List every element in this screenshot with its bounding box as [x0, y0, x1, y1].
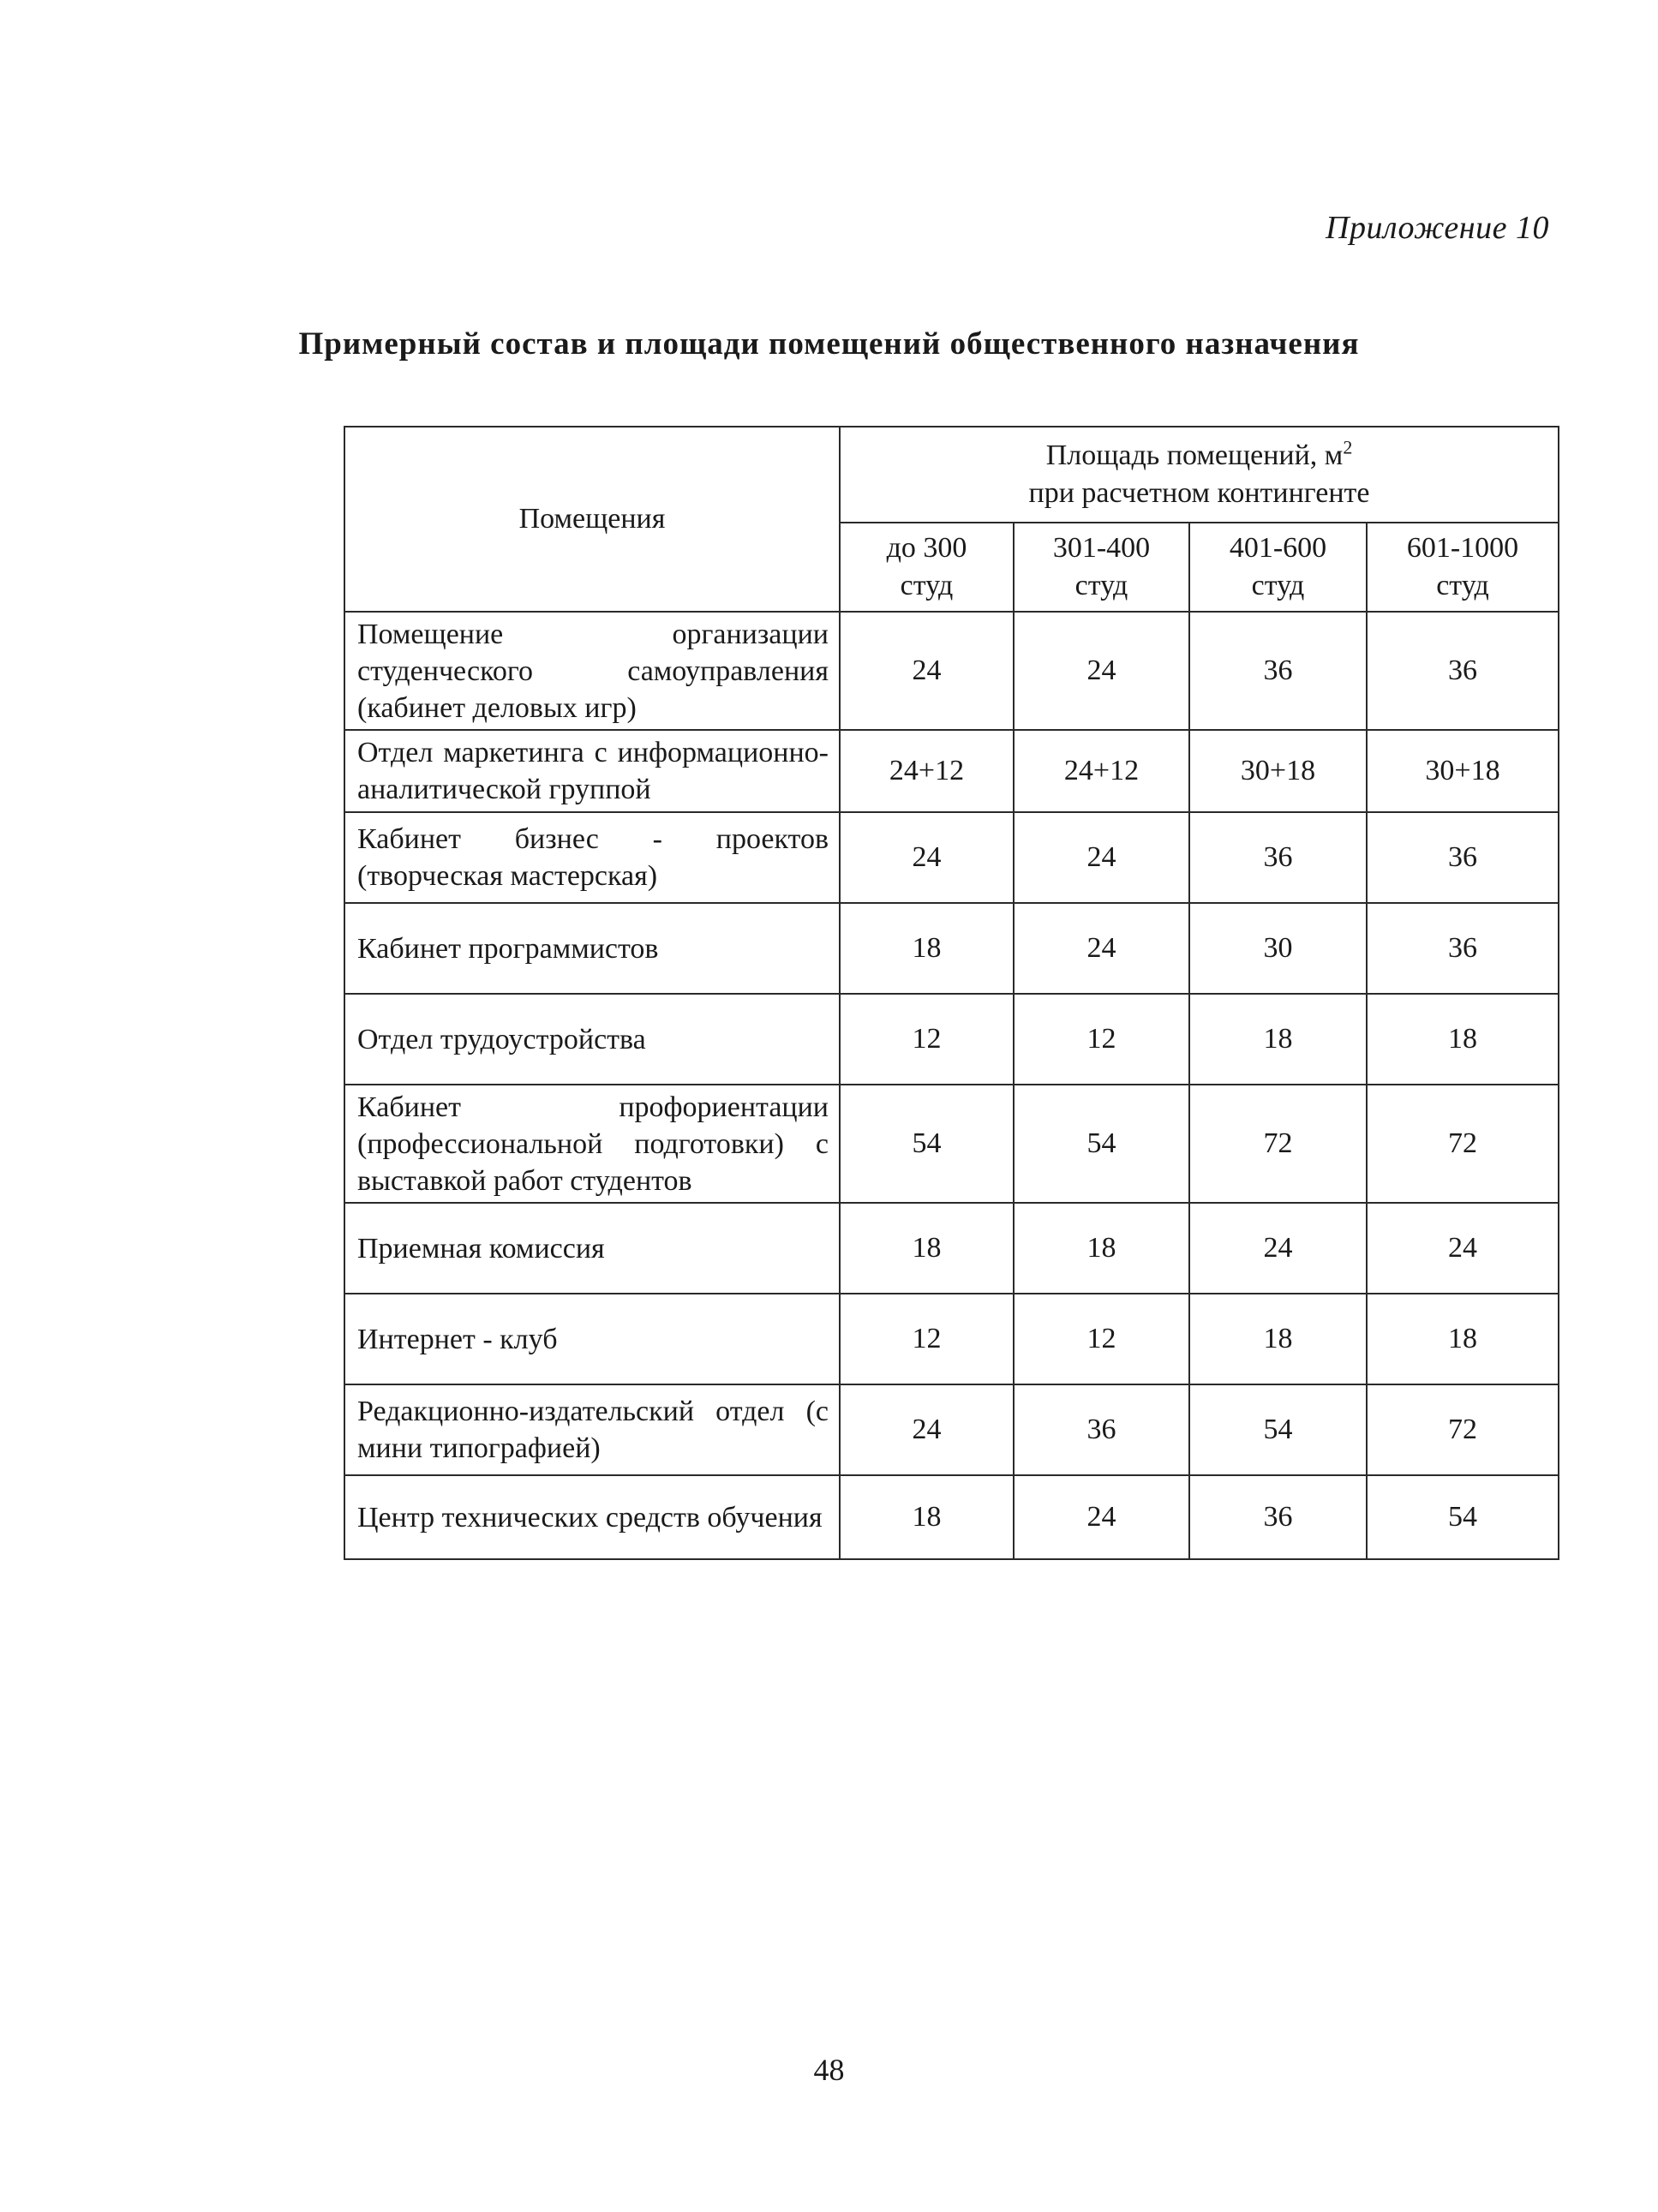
- area-value: 24: [840, 812, 1014, 903]
- column-header-area: [840, 427, 1559, 523]
- rooms-area-table: [344, 426, 1559, 1560]
- area-value: 30+18: [1189, 730, 1367, 812]
- room-name: Кабинет профориентации (профессиональной подготовки) с выставкой работ студентов: [344, 1085, 840, 1203]
- table-row: [344, 730, 1559, 812]
- area-value: 36: [1189, 812, 1367, 903]
- area-value: 18: [840, 1203, 1014, 1294]
- area-value: 24: [1189, 1203, 1367, 1294]
- area-value: 18: [1014, 1203, 1189, 1294]
- area-value: 36: [1189, 612, 1367, 730]
- area-value: 24+12: [840, 730, 1014, 812]
- area-value: 18: [1189, 994, 1367, 1085]
- area-value: 12: [840, 994, 1014, 1085]
- area-value: 24: [1014, 903, 1189, 994]
- column-header-contingent: 401-600 студ: [1189, 523, 1367, 612]
- area-value: 12: [1014, 994, 1189, 1085]
- area-value: 24: [1367, 1203, 1559, 1294]
- area-value: 24: [840, 612, 1014, 730]
- table-row: [344, 612, 1559, 730]
- area-header-line2: при расчетном контингенте: [1028, 477, 1370, 509]
- area-value: 72: [1367, 1384, 1559, 1475]
- area-value: 18: [840, 1475, 1014, 1559]
- area-value: 36: [1367, 812, 1559, 903]
- area-value: 24: [1014, 812, 1189, 903]
- room-name: Помещение организации студенческого самоуправления (кабинет деловых игр): [344, 612, 840, 730]
- area-value: 30: [1189, 903, 1367, 994]
- area-value: 24: [840, 1384, 1014, 1475]
- table-row: [344, 1203, 1559, 1294]
- area-value: 18: [840, 903, 1014, 994]
- table-row: [344, 812, 1559, 903]
- area-header-line1: Площадь помещений, м: [1045, 439, 1344, 471]
- table-row: [344, 1475, 1559, 1559]
- room-name: Кабинет программистов: [344, 903, 840, 994]
- column-header-rooms: Помещения: [344, 427, 840, 612]
- area-value: 24: [1014, 612, 1189, 730]
- room-name: Редакционно-издательский отдел (с мини типографией): [344, 1384, 840, 1475]
- table-row: [344, 1085, 1559, 1203]
- table-row: [344, 903, 1559, 994]
- column-header-contingent: 301-400 студ: [1014, 523, 1189, 612]
- area-value: 24+12: [1014, 730, 1189, 812]
- area-value: 72: [1367, 1085, 1559, 1203]
- room-name: Кабинет бизнес - проектов (творческая мастерская): [344, 812, 840, 903]
- room-name: Отдел трудоустройства: [344, 994, 840, 1085]
- table-row: [344, 1384, 1559, 1475]
- column-header-contingent: до 300 студ: [840, 523, 1014, 612]
- area-unit-superscript: 2: [1343, 436, 1353, 458]
- area-value: 54: [1367, 1475, 1559, 1559]
- area-value: 36: [1189, 1475, 1367, 1559]
- room-name: Центр технических средств обучения: [344, 1475, 840, 1559]
- room-name: Приемная комиссия: [344, 1203, 840, 1294]
- area-value: 18: [1189, 1294, 1367, 1384]
- room-name: Интернет - клуб: [344, 1294, 840, 1384]
- room-name: Отдел маркетинга с информационно-аналитической группой: [344, 730, 840, 812]
- area-value: 36: [1367, 903, 1559, 994]
- area-value: 12: [1014, 1294, 1189, 1384]
- page-title: Примерный состав и площади помещений общественного назначения: [298, 326, 1360, 362]
- area-value: 18: [1367, 1294, 1559, 1384]
- table-row: [344, 1294, 1559, 1384]
- area-value: 36: [1014, 1384, 1189, 1475]
- area-value: 18: [1367, 994, 1559, 1085]
- area-value: 24: [1014, 1475, 1189, 1559]
- page-number: 48: [813, 2053, 845, 2087]
- table-header-row: [344, 427, 1559, 523]
- area-value: 54: [1189, 1384, 1367, 1475]
- area-value: 36: [1367, 612, 1559, 730]
- area-value: 54: [1014, 1085, 1189, 1203]
- area-value: 30+18: [1367, 730, 1559, 812]
- appendix-label: Приложение 10: [1326, 210, 1549, 246]
- column-header-contingent: 601-1000 студ: [1367, 523, 1559, 612]
- area-value: 12: [840, 1294, 1014, 1384]
- area-value: 72: [1189, 1085, 1367, 1203]
- table-row: [344, 994, 1559, 1085]
- area-value: 54: [840, 1085, 1014, 1203]
